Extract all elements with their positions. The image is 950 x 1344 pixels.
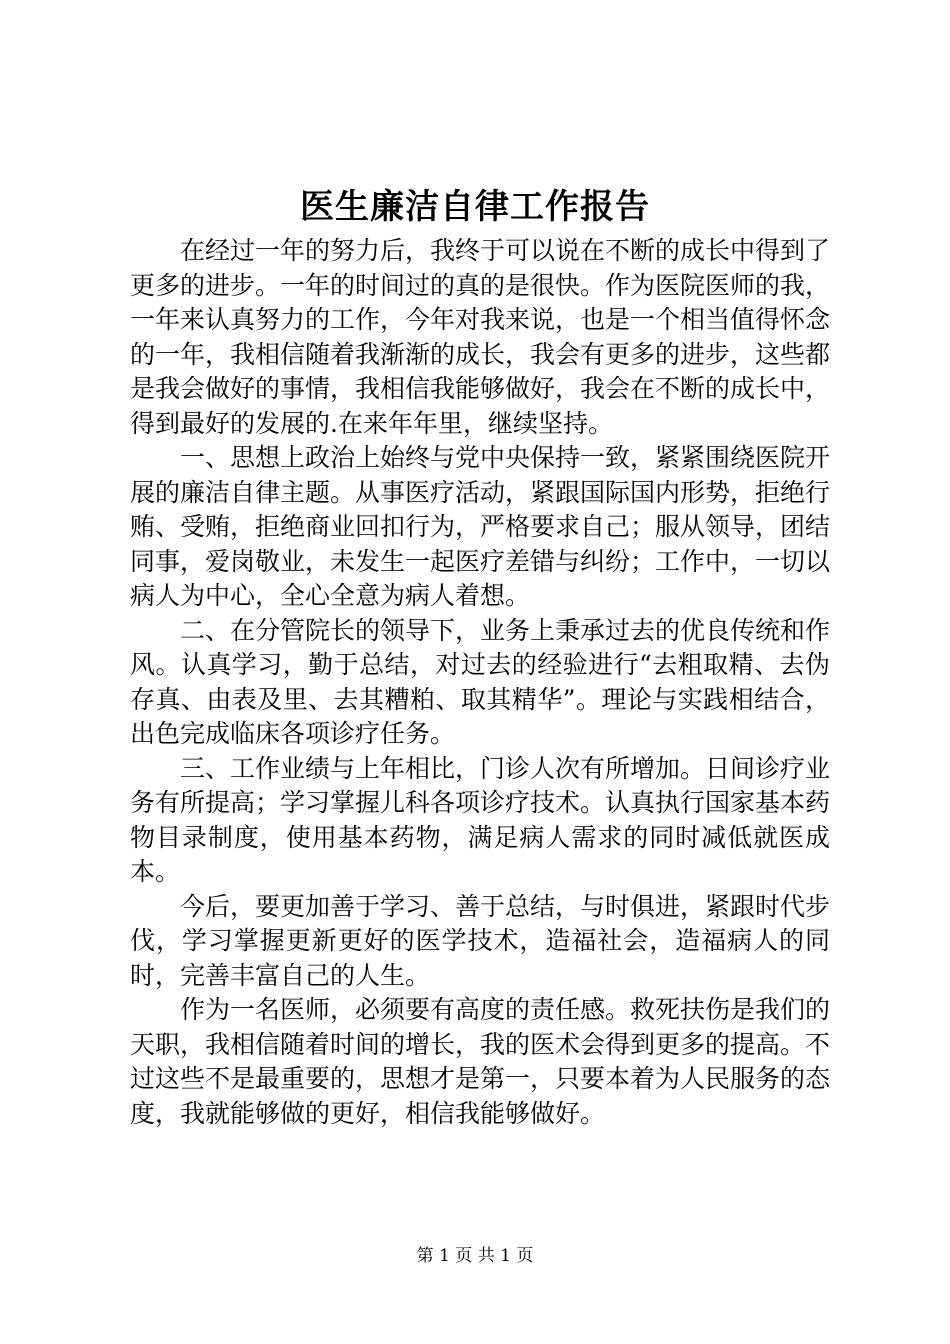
paragraph-responsibility: 作为一名医师，必须要有高度的责任感。救死扶伤是我们的天职，我相信随着时间的增长，我的医术会得到更多的提高。不过这些不是最重要的，思想才是第一，只要本着为人民服务的态度，我就能够做的更好，相信我能够做好。 bbox=[130, 995, 831, 1128]
paragraph-political: 一、思想上政治上始终与党中央保持一致，紧紧围绕医院开展的廉洁自律主题。从事医疗活动，紧跟国际国内形势，拒绝行贿、受贿，拒绝商业回扣行为，严格要求自己；服从领导，团结同事，爱岗敬业，未发生一起医疗差错与纠纷；工作中，一切以病人为中心，全心全意为病人着想。 bbox=[130, 443, 831, 610]
page-number-footer: 第 1 页 共 1 页 bbox=[416, 1246, 534, 1266]
document-title: 医生廉洁自律工作报告 bbox=[300, 187, 650, 227]
paragraph-professional: 二、在分管院长的领导下，业务上秉承过去的优良传统和作风。认真学习，勤于总结，对过去的经验进行“去粗取精、去伪存真、由表及里、去其糟粕、取其精华”。理论与实践相结合，出色完成临床各项诊疗任务。 bbox=[130, 615, 831, 748]
paragraph-future: 今后，要更加善于学习、善于总结，与时俱进，紧跟时代步伐，学习掌握更新更好的医学技术，造福社会，造福病人的同时，完善丰富自己的人生。 bbox=[130, 891, 831, 990]
document-body bbox=[130, 234, 830, 1131]
paragraph-performance: 三、工作业绩与上年相比，门诊人次有所增加。日间诊疗业务有所提高；学习掌握儿科各项诊疗技术。认真执行国家基本药物目录制度，使用基本药物，满足病人需求的同时减低就医成本。 bbox=[130, 753, 831, 886]
paragraph-intro: 在经过一年的努力后，我终于可以说在不断的成长中得到了更多的进步。一年的时间过的真的是很快。作为医院医师的我，一年来认真努力的工作，今年对我来说，也是一个相当值得怀念的一年，我相信随着我渐渐的成长，我会有更多的进步，这些都是我会做好的事情，我相信我能够做好，我会在不断的成长中，得到最好的发展的.在来年年里，继续坚持。 bbox=[130, 236, 831, 438]
